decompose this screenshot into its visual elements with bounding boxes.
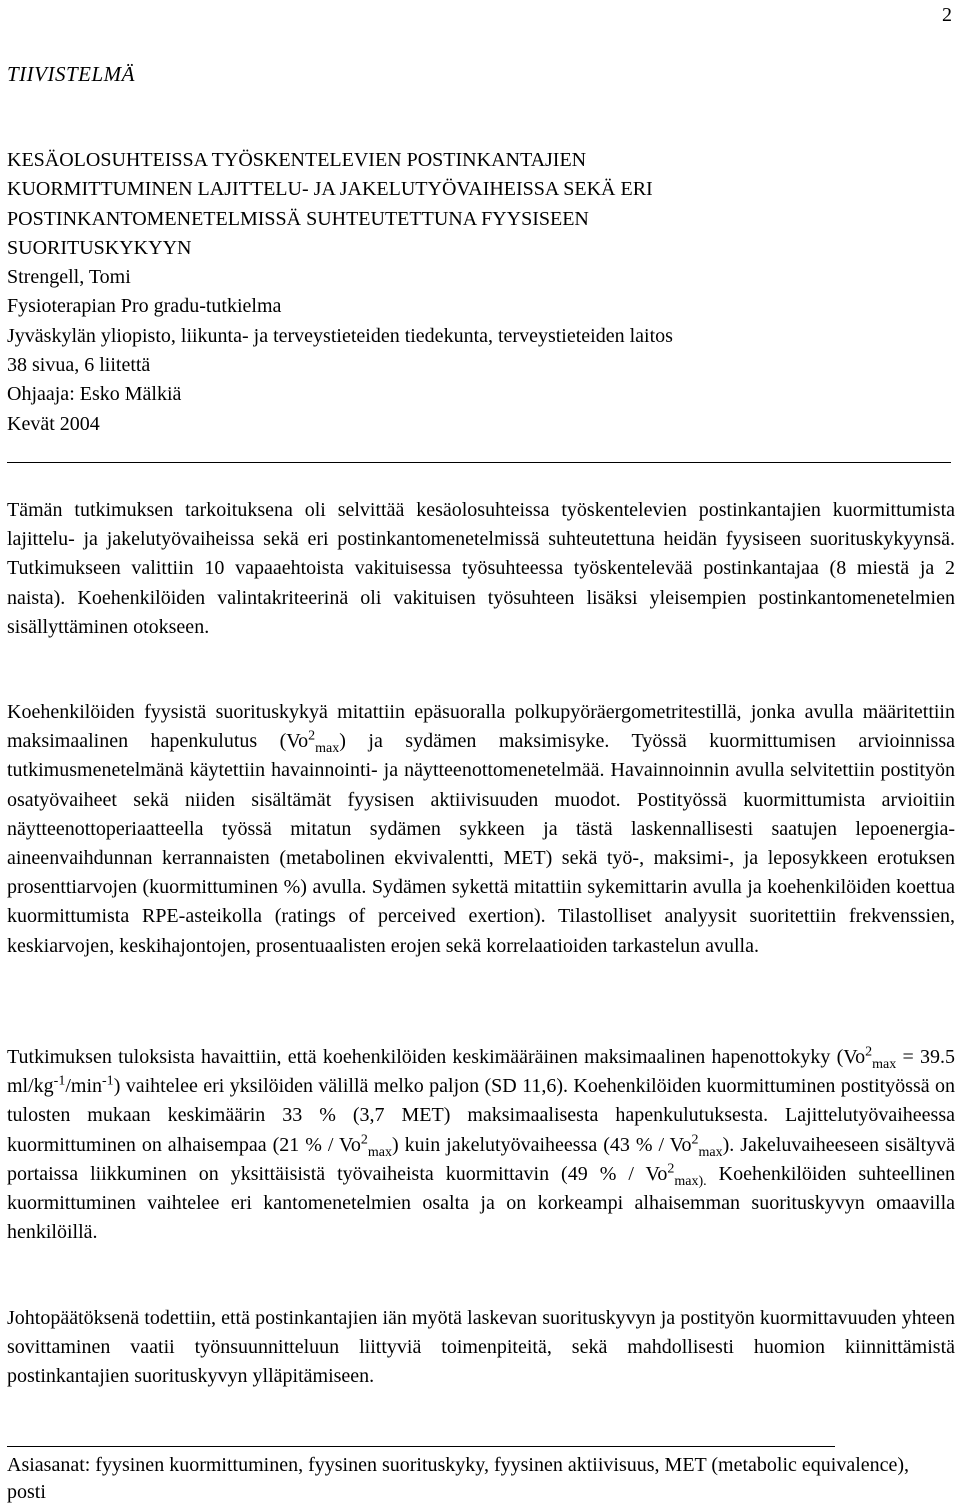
title-line: KESÄOLOSUHTEISSA TYÖSKENTELEVIEN POSTINKANTAJIEN — [7, 149, 587, 171]
title-line: KUORMITTUMINEN LAJITTELU- JA JAKELUTYÖVAIHEISSA SEKÄ ERI — [7, 178, 653, 201]
thesis-metadata — [7, 146, 952, 439]
keywords-separator-rule — [7, 1446, 835, 1447]
title-line: POSTINKANTOMENETELMISSÄ SUHTEUTETTUNA FYYSISEEN — [7, 207, 589, 230]
thesis-type: Fysioterapian Pro gradu-tutkielma — [7, 295, 282, 318]
institution: Jyväskylän yliopisto, liikunta- ja terveystieteiden tiedekunta, terveystieteiden laitos — [7, 324, 673, 347]
section-heading: TIIVISTELMÄ — [7, 62, 135, 86]
date: Kevät 2004 — [7, 412, 100, 435]
separator-rule — [7, 462, 951, 463]
page-count: 38 sivua, 6 liitettä — [7, 354, 151, 377]
keywords: Asiasanat: fyysinen kuormittuminen, fyysinen suorituskyky, fyysinen aktiivisuus, MET (metabolic equivalence), posti — [7, 1454, 910, 1503]
abstract-paragraph-methods: Koehenkilöiden fyysistä suorituskykyä mitattiin epäsuoralla polkupyöräergometritestillä, jonka avulla määritettiin maksimaalinen hapenkulutus $(Vo^2_{max})$ ja sydämen maksimisyke. Työssä kuormittumisen arvioinnissa tutkimusmenetelmänä käytettiin havainnointi- ja näytteenottomenetelmää. Havainnoinnin avulla selvitettiin postityön osatyövaiheet sekä niiden sisältämät fyysisen aktiivisuuden muodot. Postityössä kuormittumista arvioitiin näytteenottoperiaatteella työssä mitatun sydämen sykkeen ja tästä laskennallisesti saatujen lepoenergia-aineenvaihdunnan kerrannaisten (metabolinen ekvivalentti, MET) sekä työ-, maksimi-, ja leposykkeen erotuksen prosenttiarvojen (kuormittuminen %) avulla. Sydämen sykettä mitattiin sykemittarin avulla ja koehenkilöiden koettua kuormittumista RPE-asteikolla (ratings of perceived exertion). Tilastolliset analyysit suoritettiin frekvenssien, keskiarvojen, keskihajontojen, prosentuaalisten erojen sekä korrelaatioiden tarkastelun avulla. — [7, 701, 955, 957]
supervisor: Ohjaaja: Esko Mälkiä — [7, 383, 182, 406]
abstract-paragraph-purpose: Tämän tutkimuksen tarkoituksena oli selvittää kesäolosuhteissa työskentelevien postinkantajien kuormittumista lajittelu- ja jakelutyövaiheissa sekä eri postinkantomenetelmissä suhteutettuna heidän fyysiseen suorituskykyynsä. Tutkimukseen valittiin 10 vapaaehtoista vakituisessa työsuhteessa työskentelevää postinkantajaa (8 miestä ja 2 naista). Koehenkilöiden valintakriteerinä oli vakituisen työsuhteen lisäksi yleisempien postinkantomenetelmien sisällyttäminen otokseen. — [7, 499, 955, 638]
title-line: SUORITUSKYKYYN — [7, 236, 192, 259]
author: Strengell, Tomi — [7, 266, 131, 289]
page-number: 2 — [942, 4, 952, 26]
abstract-paragraph-results: Tutkimuksen tuloksista havaittiin, että koehenkilöiden keskimääräinen maksimaalinen hapenottokyky ($Vo^2_{max} = 39.5$ $ml/kg^{-1}/\min^{-1}$) vaihtelee eri yksilöiden välillä melko paljon (SD 11,6). Koehenkilöiden kuormittuminen postityössä on tulosten mukaan keskimäärin 33 % (3,7 MET) maksimaalisesta hapenkulutuksesta. Lajittelutyövaiheessa kuormittuminen on alhaisempaa (21 % / $Vo^2_{max}$) kuin jakelutyövaiheessa (43 % / $Vo^2_{max}$). Jakeluvaiheeseen sisältyvä portaissa liikkuminen on yksittäisistä työvaiheista kuormittavin (49 % / $Vo^2_{max).}$ Koehenkilöiden suhteellinen kuormittuminen vaihtelee eri kantomenetelmien osalta ja on korkeampi alhaisemman suorituskyvyn omaavilla henkilöillä. — [7, 1044, 955, 1244]
abstract-paragraph-conclusion: Johtopäätöksenä todettiin, että postinkantajien iän myötä laskevan suorituskyvyn ja postityön kuormittavuuden yhteen sovittaminen vaatii työnsuunnitteluun liittyviä toimenpiteitä, sekä mahdollisesti huomion kiinnittämistä postinkantajien suorituskyvyn ylläpitämiseen. — [7, 1307, 955, 1388]
